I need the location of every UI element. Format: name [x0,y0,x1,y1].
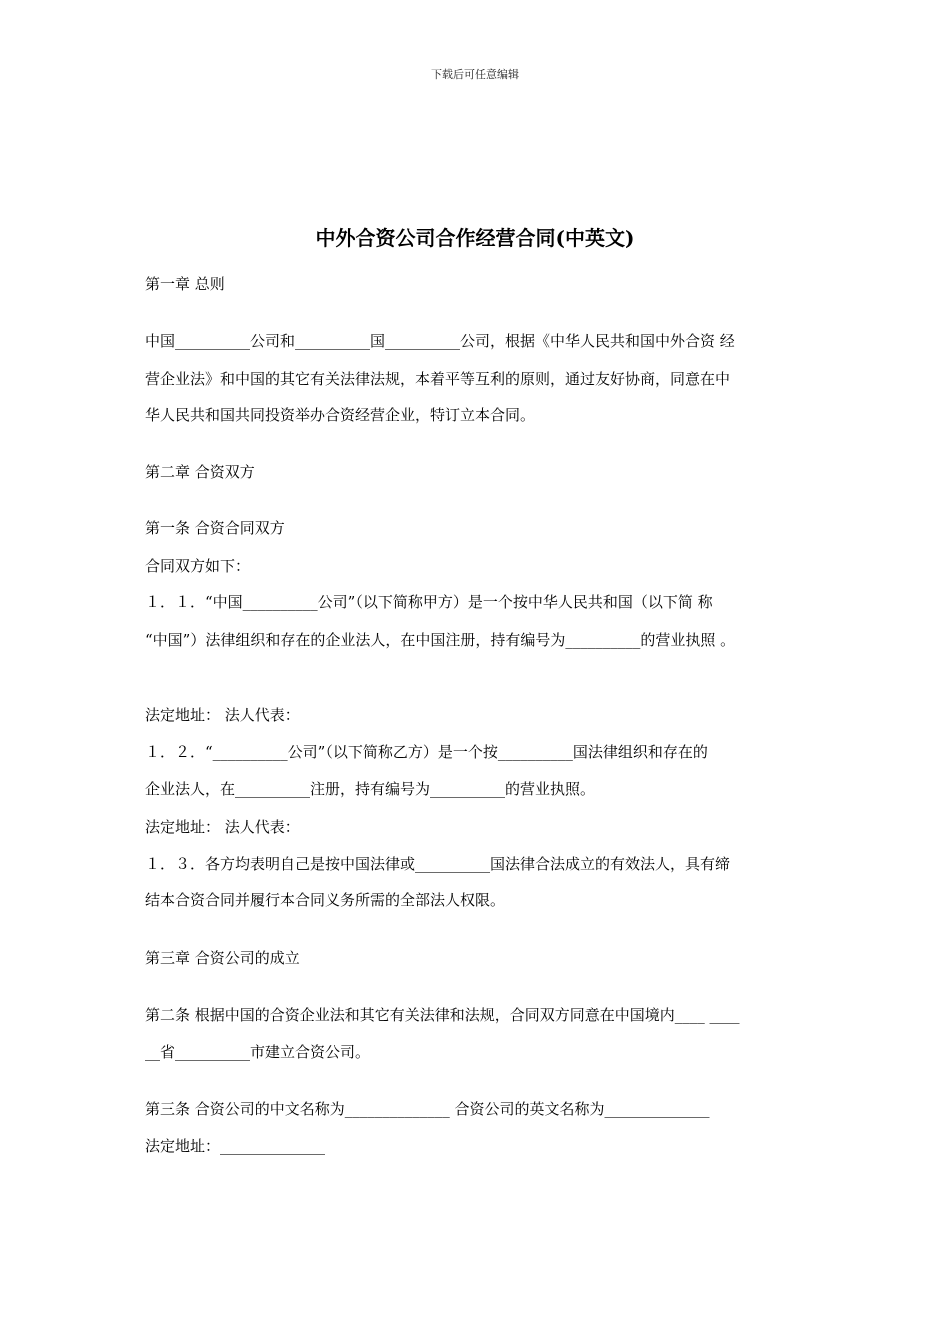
paragraph-line: 合同双方如下： [145,557,251,575]
paragraph-line: 法定地址： 法人代表： [145,818,300,836]
paragraph-line: 法定地址：______________ [145,1137,326,1155]
chapter-heading: 第三章 合资公司的成立 [145,949,300,967]
paragraph-line: 企业法人，在__________注册，持有编号为__________的营业执照。 [145,780,596,798]
paragraph-line: １．１．“中国__________公司”（以下简称甲方）是一个按中华人民共和国（以下简 称 [145,593,713,611]
paragraph-line: １．２．“__________公司”（以下简称乙方）是一个按__________国法律组织和存在的 [145,743,708,761]
chapter-heading: 第二章 合资双方 [145,463,255,481]
paragraph-line: 营企业法》和中国的其它有关法律法规，本着平等互利的原则，通过友好协商，同意在中 [145,370,731,388]
paragraph-line: 华人民共和国共同投资举办合资经营企业，特订立本合同。 [145,406,536,424]
paragraph-line: 结本合资合同并履行本合同义务所需的全部法人权限。 [145,891,506,909]
paragraph-line: 第三条 合资公司的中文名称为______________ 合资公司的英文名称为______________ [145,1100,710,1118]
chapter-heading: 第一章 总则 [145,275,225,293]
document-title: 中外合资公司合作经营合同(中英文) [315,226,635,250]
paragraph-line: １．３．各方均表明自己是按中国法律或__________国法律合法成立的有效法人，具有缔 [145,855,731,873]
article-heading: 第一条 合资合同双方 [145,519,285,537]
paragraph-line: 中国__________公司和__________国__________公司，根据《中华人民共和国中外合资 经 [145,332,735,350]
paragraph-line: 法定地址： 法人代表： [145,706,300,724]
header-note: 下载后可任意编辑 [431,68,519,81]
paragraph-line: __省__________市建立合资公司。 [145,1043,371,1061]
paragraph-line: “中国”）法律组织和存在的企业法人，在中国注册，持有编号为__________的营业执照 。 [145,631,736,649]
paragraph-line: 第二条 根据中国的合资企业法和其它有关法律和法规，合同双方同意在中国境内____ ____ [145,1006,740,1024]
